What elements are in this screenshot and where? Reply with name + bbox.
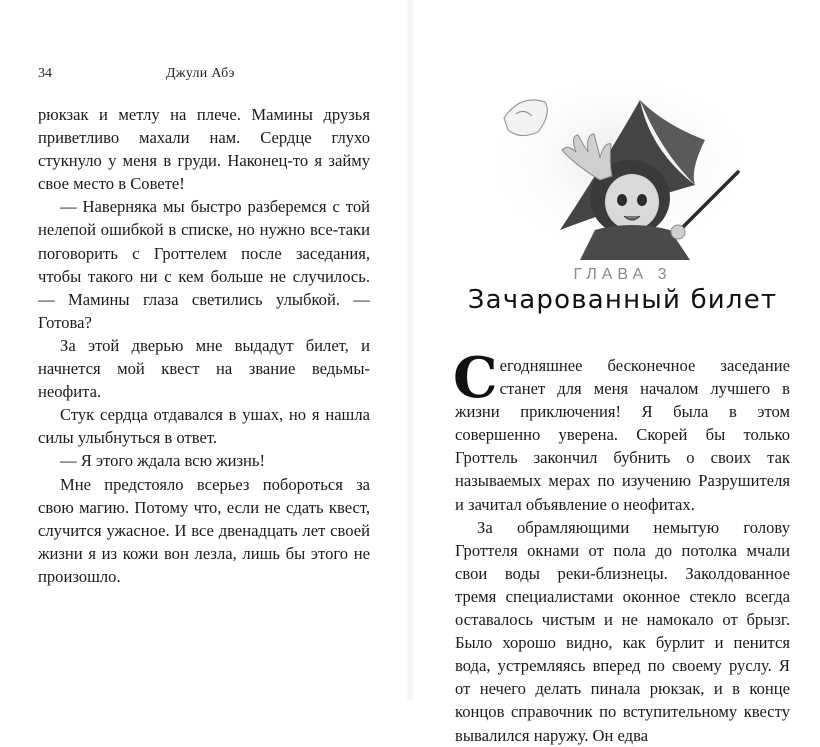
left-page-text xyxy=(38,103,370,588)
paragraph: — Наверняка мы быстро разберемся с той нелепой ошибкой в списке, но нужно все-таки поговорить с Гроттелем после заседания, чтобы такого ни с кем больше не случилось. — Мамины глаза светились улыбкой. — Готова? xyxy=(38,197,370,332)
chapter-title: Зачарованный билет xyxy=(467,285,778,315)
witch-girl-illustration xyxy=(490,80,750,260)
eye-icon xyxy=(617,194,627,206)
left-page xyxy=(0,0,405,700)
author-name: Джули Абэ xyxy=(166,66,235,81)
paragraph: Мне предстояло всерьез побороться за свою магию. Потому что, если не сдать квест, случится ужасное. И все двенадцать лет своей жизни я из кожи вон лезла, лишь бы этого не произошло. xyxy=(38,474,370,586)
paragraph: Стук сердца отдавался в ушах, но я нашла силы улыбнуться в ответ. xyxy=(38,405,370,448)
first-paragraph xyxy=(453,345,790,516)
eye-icon xyxy=(637,194,647,206)
chapter-number: ГЛАВА 3 xyxy=(573,266,672,283)
book-gutter xyxy=(405,0,415,700)
wand-hand-icon xyxy=(671,225,685,239)
paragraph: рюкзак и метлу на плече. Мамины друзья приветливо махали нам. Сердце глухо стукнуло у меня в груди. Наконец-то я займу свое место в Совете! xyxy=(38,105,370,194)
paragraph: — Я этого ждала всю жизнь! xyxy=(60,451,265,471)
paragraph: За этой дверью мне выдадут билет, и начнется мой квест на звание ведьмы-неофита. xyxy=(38,335,370,402)
face-icon xyxy=(605,174,659,230)
first-paragraph-text: егодняшнее бесконечное заседание станет для меня началом лучшего в жизни приключения! Я была в этом совершенно уверена. Скорей бы только Гроттель закончил бубнить о своих так называемых мерах по изучению Разрушителя и зачитал объявление о неофитах. xyxy=(455,356,790,514)
right-page xyxy=(415,0,820,745)
paragraph: За обрамляющими немытую голову Гроттеля окнами от пола до потолка мчали свои воды реки-близнецы. Заколдованное тремя специалистами оконное стекло всегда оставалось чистым и не намокало от брызг. Было хорошо видно, как бурлит и пенится вода, устремляясь вперед по своему руслу. Я от нечего делать пинала рюкзак, и в конце концов справочник по вступительному квесту вывалился наружу. Он едва xyxy=(455,517,790,745)
drop-cap: С xyxy=(453,345,498,411)
page-number: 34 xyxy=(38,66,52,81)
right-page-text xyxy=(453,345,790,747)
